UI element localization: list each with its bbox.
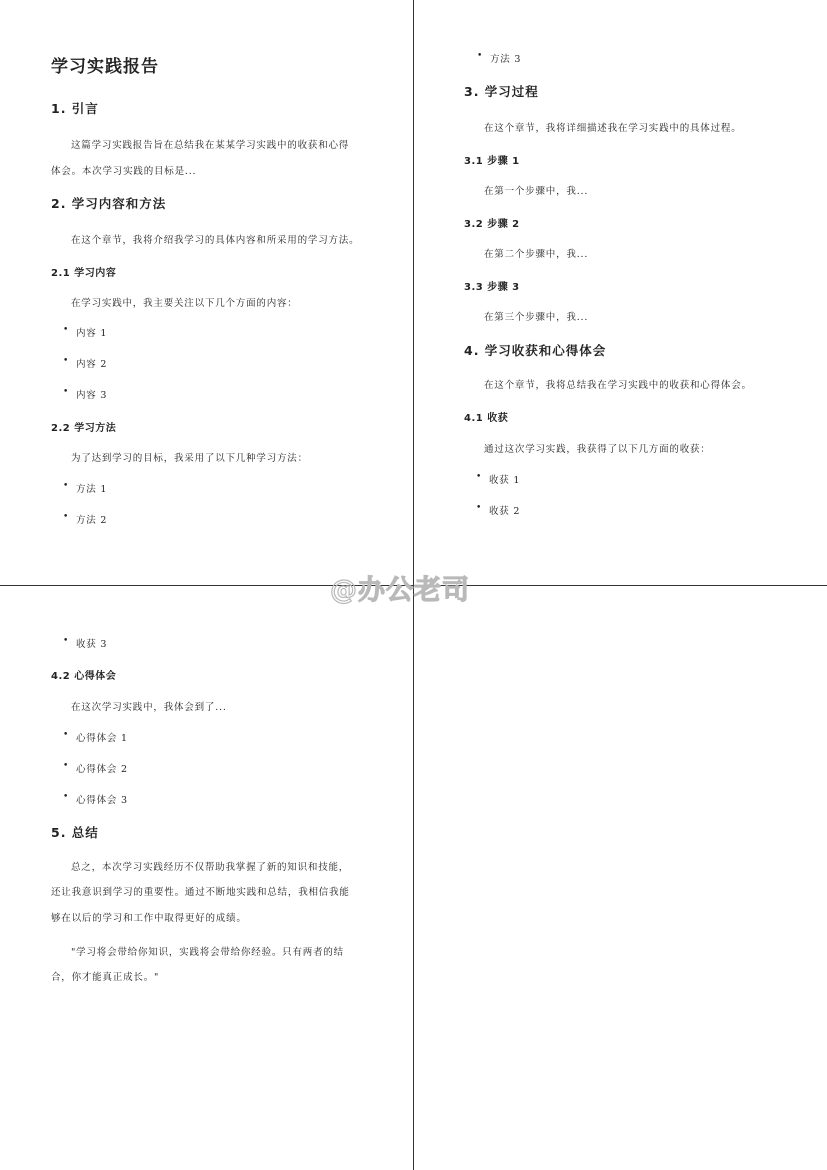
paragraph-step-1: 在第一个步骤中，我... (484, 186, 589, 197)
paragraph-learning-methods: 为了达到学习的目标，我采用了以下几种学习方法： (71, 453, 308, 464)
heading-gains-insights: 4. 学习收获和心得体会 (464, 343, 607, 358)
heading-content-methods: 2. 学习内容和方法 (51, 196, 167, 211)
list-item: • 内容 1 (76, 325, 107, 339)
paragraph-learning-content: 在学习实践中，我主要关注以下几个方面的内容： (71, 298, 298, 309)
heading-step-1: 3.1 步骤 1 (464, 156, 520, 167)
quote-line-2: 合，你才能真正成长。" (51, 972, 160, 983)
list-item: • 方法 2 (76, 512, 107, 526)
paragraph-insights: 在这次学习实践中，我体会到了... (71, 702, 227, 713)
document-title: 学习实践报告 (51, 57, 159, 77)
watermark: @办公老司 (330, 575, 470, 606)
paragraph-summary-line-2: 还让我意识到学习的重要性。通过不断地实践和总结，我相信我能 (51, 887, 350, 898)
paragraph-content-methods: 在这个章节，我将介绍我学习的具体内容和所采用的学习方法。 (71, 235, 360, 246)
list-item: • 方法 3 (490, 51, 521, 65)
paragraph-step-3: 在第三个步骤中，我... (484, 312, 589, 323)
paragraph-learning-process: 在这个章节，我将详细描述我在学习实践中的具体过程。 (484, 123, 742, 134)
page-3 (0, 586, 413, 1170)
list-item: • 收获 3 (76, 636, 107, 650)
list-item: • 心得体会 3 (76, 792, 128, 806)
paragraph-summary-line-1: 总之，本次学习实践经历不仅帮助我掌握了新的知识和技能， (71, 862, 350, 873)
paragraph-gains-insights: 在这个章节，我将总结我在学习实践中的收获和心得体会。 (484, 380, 752, 391)
heading-learning-content: 2.1 学习内容 (51, 268, 117, 279)
page-2 (414, 0, 827, 584)
list-item: • 内容 3 (76, 387, 107, 401)
heading-learning-process: 3. 学习过程 (464, 84, 539, 99)
heading-introduction: 1. 引言 (51, 101, 99, 116)
paragraph-gains: 通过这次学习实践，我获得了以下几方面的收获： (484, 444, 711, 455)
list-item: • 心得体会 2 (76, 761, 128, 775)
quote-line-1: "学习将会带给你知识，实践将会带给你经验。只有两者的结 (71, 947, 344, 958)
page-1 (0, 0, 413, 584)
page-4-blank (414, 586, 827, 1170)
list-item: • 方法 1 (76, 481, 107, 495)
list-item: • 内容 2 (76, 356, 107, 370)
heading-summary: 5. 总结 (51, 825, 99, 840)
list-item: • 收获 1 (489, 472, 520, 486)
heading-learning-methods: 2.2 学习方法 (51, 423, 117, 434)
heading-insights: 4.2 心得体会 (51, 671, 117, 682)
paragraph-intro-line-2: 体会。本次学习实践的目标是... (51, 166, 197, 177)
paragraph-intro-line-1: 这篇学习实践报告旨在总结我在某某学习实践中的收获和心得 (71, 140, 350, 151)
paragraph-step-2: 在第二个步骤中，我... (484, 249, 589, 260)
heading-step-2: 3.2 步骤 2 (464, 219, 520, 230)
paragraph-summary-line-3: 够在以后的学习和工作中取得更好的成绩。 (51, 913, 247, 924)
heading-gains: 4.1 收获 (464, 413, 509, 424)
list-item: • 收获 2 (489, 503, 520, 517)
heading-step-3: 3.3 步骤 3 (464, 282, 520, 293)
list-item: • 心得体会 1 (76, 730, 128, 744)
